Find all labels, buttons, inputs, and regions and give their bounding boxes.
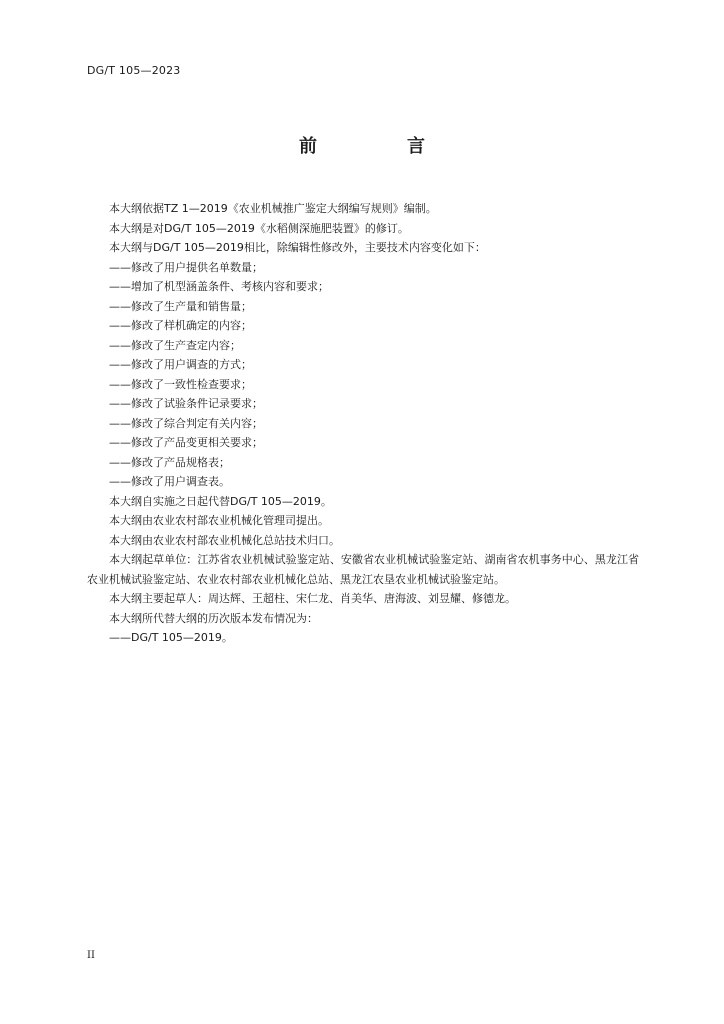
change-item: ——修改了用户提供名单数量； [109, 260, 263, 274]
history-item: ——DG/T 105—2019。 [109, 631, 233, 644]
paragraph-drafters: 本大纲主要起草人：周达辉、王超柱、宋仁龙、肖美华、唐海波、刘昱耀、修德龙。 [109, 592, 516, 605]
paragraph-proposed-by: 本大纲由农业农村部农业机械化管理司提出。 [109, 514, 329, 527]
change-item: ——增加了机型涵盖条件、考核内容和要求； [109, 280, 329, 293]
paragraph-basis: 本大纲依据TZ 1—2019《农业机械推广鉴定大纲编写规则》编制。 [109, 202, 437, 215]
page-title [0, 132, 724, 158]
change-item: ——修改了一致性检查要求； [109, 377, 252, 391]
paragraph-revision: 本大纲是对DG/T 105—2019《水稻侧深施肥装置》的修订。 [109, 221, 409, 235]
change-item: ——修改了用户调查表。 [109, 475, 230, 488]
change-item: ——修改了产品规格表； [109, 455, 230, 469]
change-item: ——修改了产品变更相关要求； [109, 436, 263, 449]
page-number: II [87, 950, 95, 961]
change-item: ——修改了试验条件记录要求； [109, 397, 263, 410]
change-item: ——修改了样机确定的内容； [109, 319, 252, 332]
foreword-body [87, 199, 639, 648]
change-item: ——修改了用户调查的方式； [109, 358, 252, 371]
paragraph-centralized-by: 本大纲由农业农村部农业机械化总站技术归口。 [109, 533, 340, 547]
paragraph-drafting-units: 本大纲起草单位：江苏省农业机械试验鉴定站、安徽省农业机械试验鉴定站、湖南省农机事务中心、黑龙江省农业机械试验鉴定站、农业农村部农业机械化总站、黑龙江农垦农业机械试验鉴定站。 [87, 553, 639, 586]
document-code: DG/T 105—2023 [87, 64, 181, 77]
paragraph-changes-intro: 本大纲与DG/T 105—2019相比，除编辑性修改外，主要技术内容变化如下： [109, 241, 486, 254]
change-item: ——修改了生产量和销售量； [109, 299, 252, 313]
paragraph-replaces: 本大纲自实施之日起代替DG/T 105—2019。 [109, 494, 332, 508]
change-item: ——修改了生产查定内容； [109, 338, 241, 352]
change-item: ——修改了综合判定有关内容； [109, 416, 263, 430]
page-title-text: 前 言 [299, 136, 461, 157]
paragraph-history-intro: 本大纲所代替大纲的历次版本发布情况为： [109, 611, 318, 625]
